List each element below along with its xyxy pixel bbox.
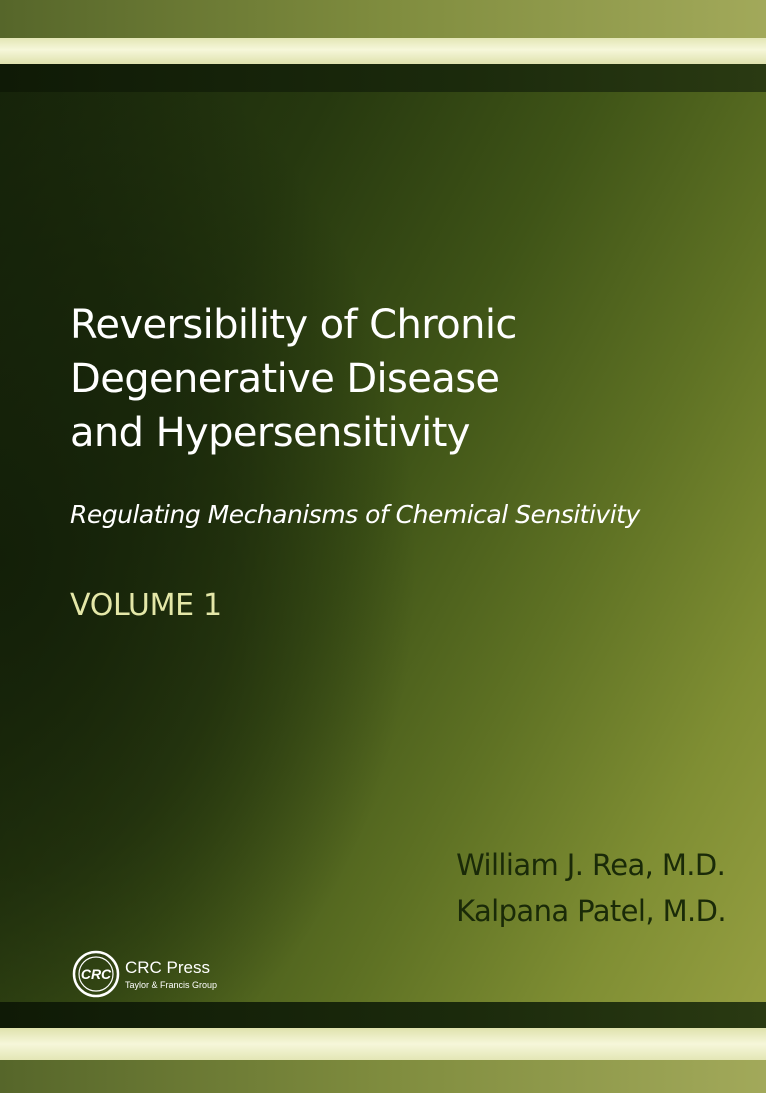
author-list: [456, 842, 726, 934]
volume-label: VOLUME 1: [70, 588, 222, 623]
publisher-block: [72, 950, 272, 1000]
book-subtitle: Regulating Mechanisms of Chemical Sensitivity: [70, 500, 640, 529]
book-title: [70, 298, 730, 460]
title-line-1: Reversibility of Chronic: [70, 302, 517, 348]
top-light-band: [0, 0, 766, 38]
author-2: Kalpana Patel, M.D.: [456, 894, 726, 928]
title-line-3: and Hypersensitivity: [70, 410, 470, 456]
crc-logo-text: CRC: [80, 966, 112, 982]
title-line-2: Degenerative Disease: [70, 356, 500, 402]
publisher-name: CRC Press: [125, 958, 211, 977]
publisher-group: Taylor & Francis Group: [125, 980, 218, 990]
top-pale-stripe: [0, 38, 766, 64]
bottom-pale-stripe: [0, 1028, 766, 1060]
bottom-dark-stripe: [0, 1002, 766, 1028]
top-dark-stripe: [0, 64, 766, 92]
bottom-light-band: [0, 1060, 766, 1093]
author-1: William J. Rea, M.D.: [456, 848, 726, 882]
crc-press-logo-icon: [72, 950, 120, 998]
